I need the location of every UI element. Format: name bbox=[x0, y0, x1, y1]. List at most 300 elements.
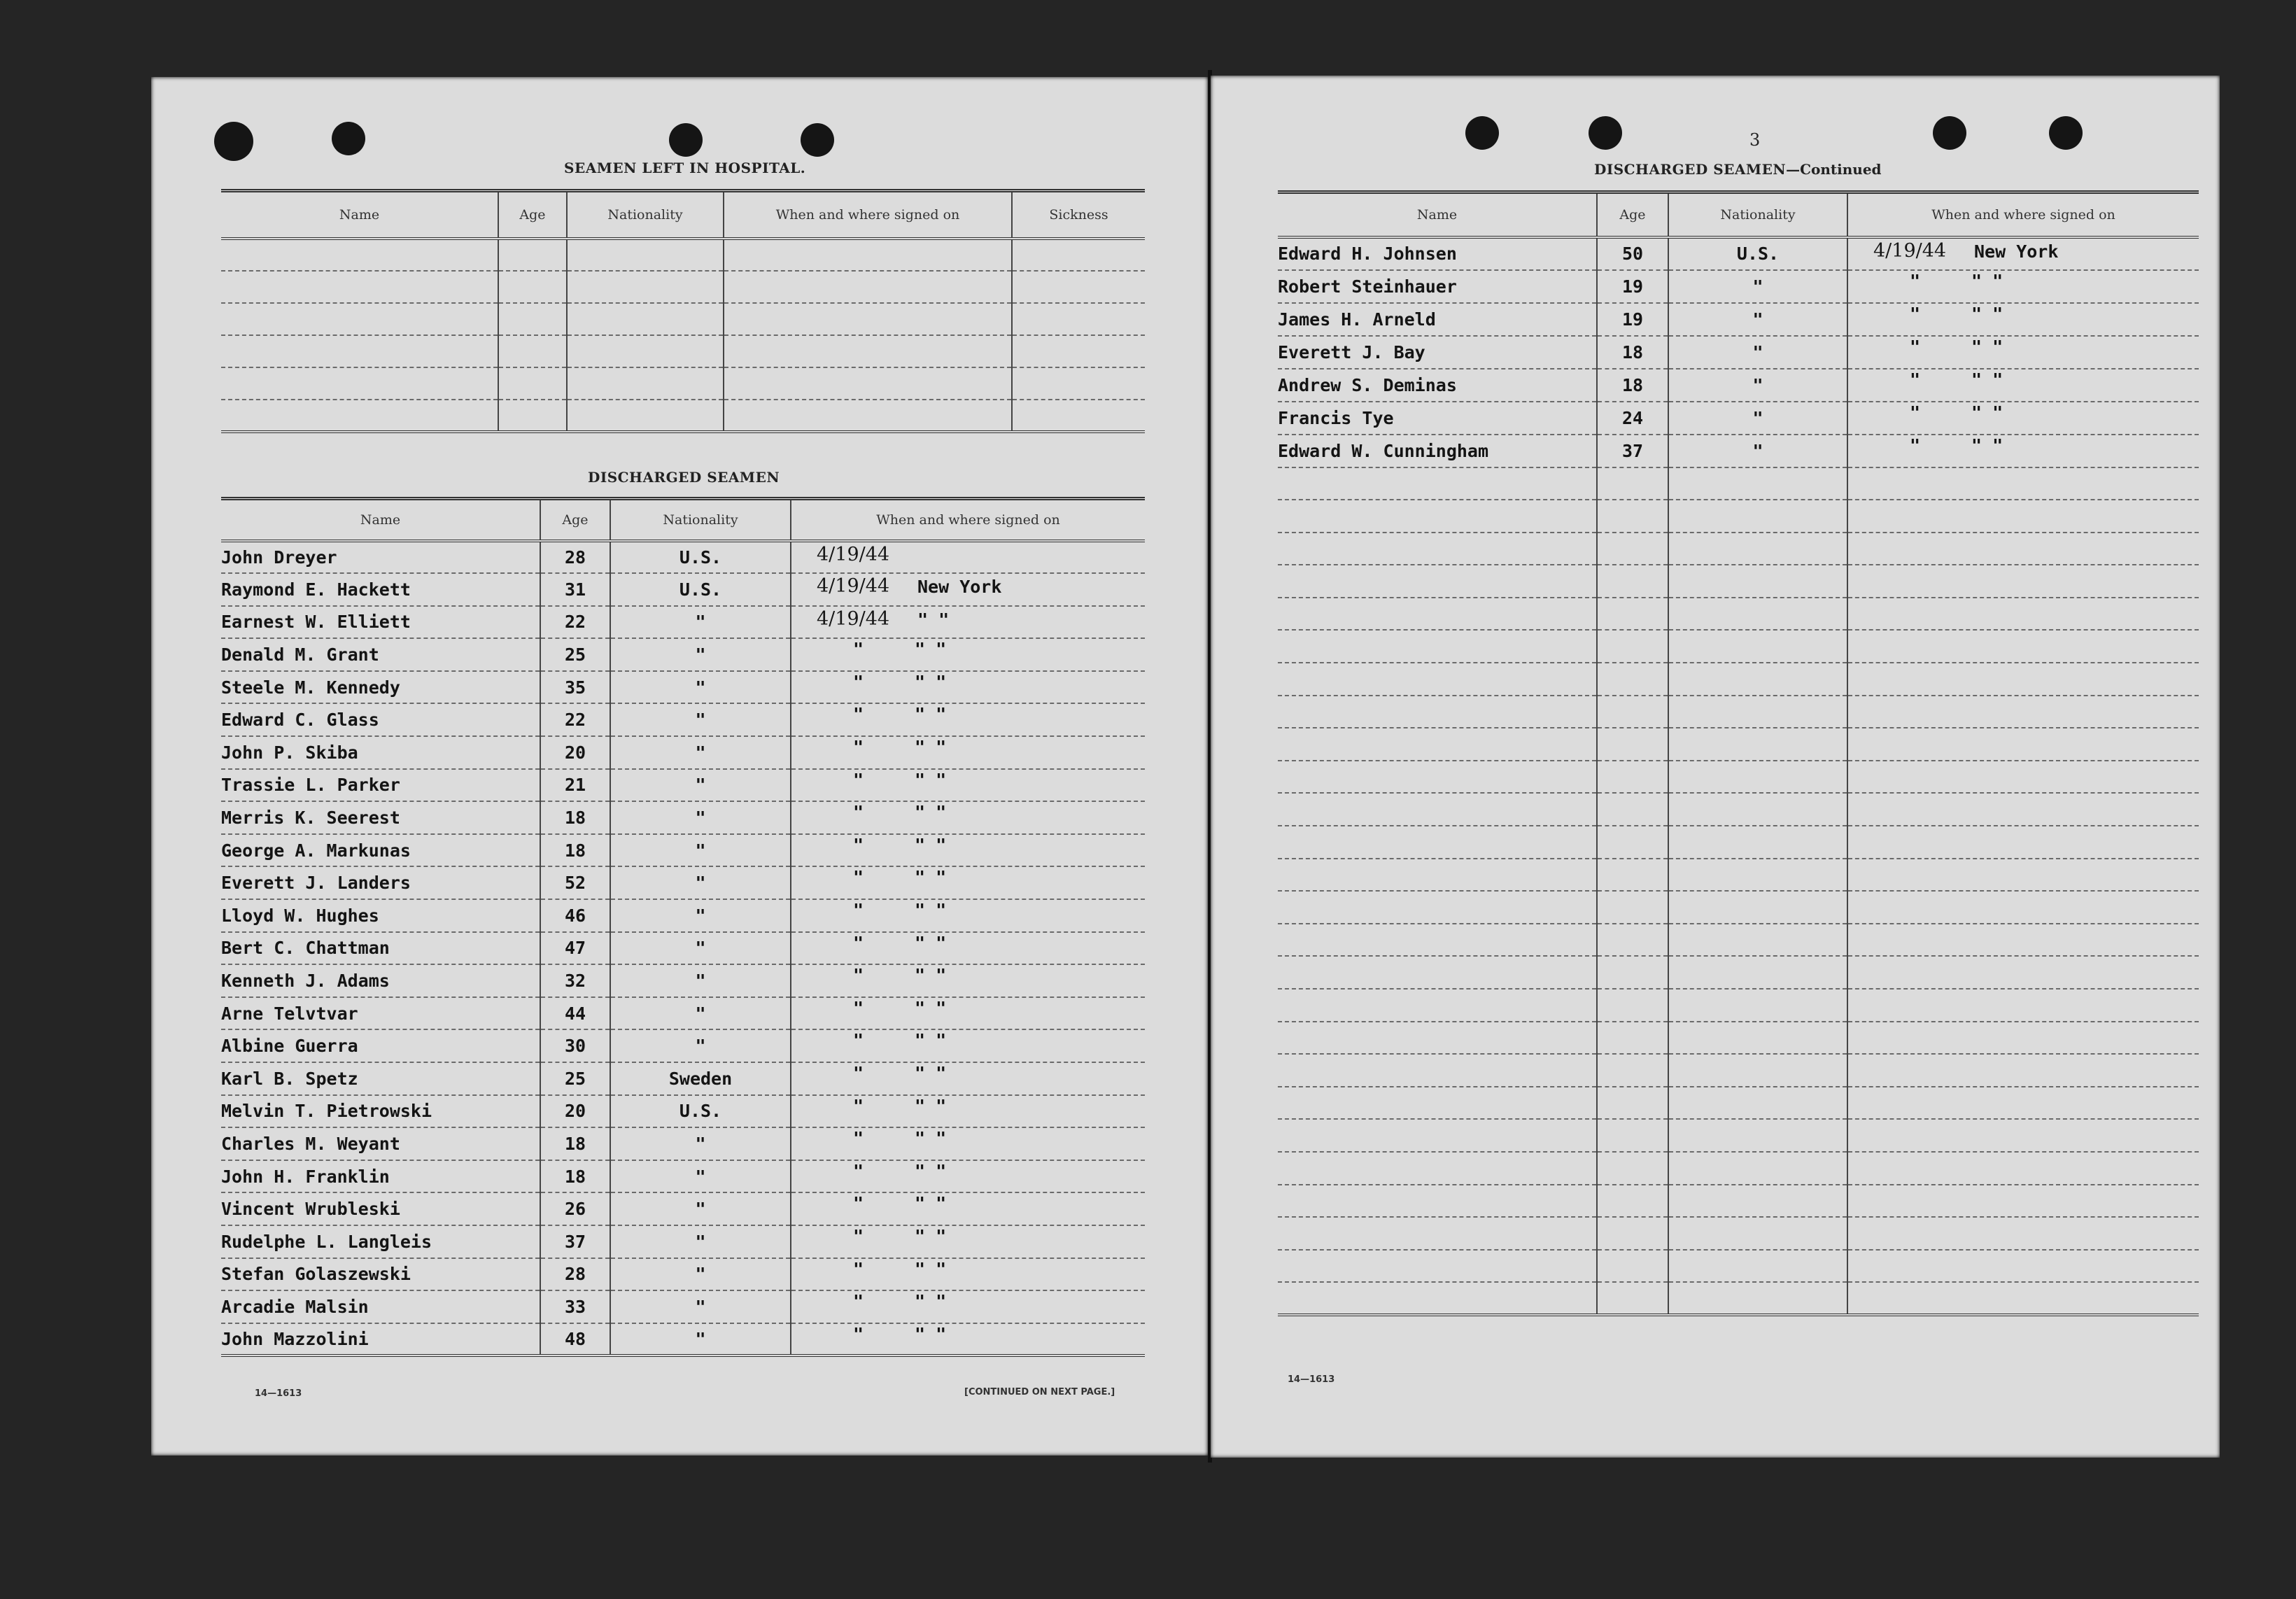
blank-cell bbox=[1668, 1022, 1847, 1055]
blank-cell bbox=[498, 303, 567, 335]
column-header-signed-on: When and where signed on bbox=[724, 191, 1012, 239]
signed-on-place: " " bbox=[915, 704, 947, 725]
seaman-nationality: " bbox=[1668, 270, 1847, 303]
seaman-nationality: " bbox=[610, 703, 791, 736]
blank-row bbox=[1278, 467, 2199, 500]
blank-cell bbox=[1668, 1152, 1847, 1185]
blank-cell bbox=[1278, 467, 1597, 500]
blank-row bbox=[1278, 1217, 2199, 1250]
column-header-name: Name bbox=[1278, 192, 1597, 237]
signed-on-place: " " bbox=[915, 1291, 947, 1312]
signed-on-place: " " bbox=[915, 965, 947, 986]
seaman-nationality: U.S. bbox=[1668, 237, 1847, 270]
signed-on-cell bbox=[1847, 369, 2199, 402]
signed-on-cell bbox=[791, 703, 1145, 736]
blank-cell bbox=[1847, 924, 2199, 957]
table-row bbox=[221, 703, 1145, 736]
seaman-age: 18 bbox=[540, 1160, 610, 1193]
blank-cell bbox=[1668, 1185, 1847, 1218]
seaman-name: James H. Arneld bbox=[1278, 303, 1597, 336]
seaman-nationality: " bbox=[1668, 435, 1847, 467]
signed-on-cell bbox=[1847, 402, 2199, 435]
seaman-name: John H. Franklin bbox=[221, 1160, 540, 1193]
blank-cell bbox=[1597, 761, 1668, 794]
seaman-age: 46 bbox=[540, 899, 610, 932]
table-row bbox=[221, 1225, 1145, 1258]
seaman-name: Earnest W. Elliett bbox=[221, 606, 540, 639]
blank-cell bbox=[567, 335, 724, 367]
punch-hole bbox=[669, 123, 703, 157]
signed-on-cell bbox=[791, 1062, 1145, 1095]
blank-row bbox=[221, 400, 1145, 432]
seaman-nationality: " bbox=[610, 997, 791, 1030]
blank-row bbox=[1278, 500, 2199, 533]
table-row bbox=[221, 736, 1145, 769]
signed-on-place: " " bbox=[915, 900, 947, 921]
blank-cell bbox=[1278, 1054, 1597, 1087]
seaman-nationality: " bbox=[610, 1160, 791, 1193]
blank-cell bbox=[498, 239, 567, 271]
seaman-nationality: " bbox=[610, 1192, 791, 1225]
seaman-nationality: " bbox=[610, 834, 791, 867]
table-row bbox=[221, 1160, 1145, 1193]
signed-on-place: " " bbox=[915, 671, 947, 692]
blank-cell bbox=[1668, 533, 1847, 565]
column-header-age: Age bbox=[540, 499, 610, 541]
blank-cell bbox=[1668, 728, 1847, 761]
signed-on-cell bbox=[791, 671, 1145, 704]
seaman-name: Albine Guerra bbox=[221, 1029, 540, 1062]
blank-cell bbox=[221, 303, 498, 335]
seaman-name: John Dreyer bbox=[221, 541, 540, 574]
blank-cell bbox=[1012, 271, 1145, 303]
signed-on-date: " bbox=[853, 1258, 864, 1279]
table-row bbox=[221, 834, 1145, 867]
discharged-table bbox=[221, 497, 1145, 1357]
blank-cell bbox=[1847, 1152, 2199, 1185]
punch-hole bbox=[2049, 116, 2083, 150]
blank-cell bbox=[1278, 989, 1597, 1022]
blank-cell bbox=[498, 367, 567, 400]
seaman-nationality: " bbox=[610, 932, 791, 965]
seaman-name: John Mazzolini bbox=[221, 1323, 540, 1356]
table-row bbox=[221, 997, 1145, 1030]
blank-row bbox=[221, 303, 1145, 335]
seaman-name: Karl B. Spetz bbox=[221, 1062, 540, 1095]
table-row bbox=[221, 899, 1145, 932]
blank-cell bbox=[1847, 1282, 2199, 1315]
seaman-nationality: " bbox=[1668, 369, 1847, 402]
blank-cell bbox=[1847, 1250, 2199, 1283]
blank-cell bbox=[724, 335, 1012, 367]
continued-section-title-text: DISCHARGED SEAMEN bbox=[1594, 161, 1787, 178]
table-row bbox=[221, 1290, 1145, 1323]
blank-cell bbox=[1278, 533, 1597, 565]
seaman-name: Edward C. Glass bbox=[221, 703, 540, 736]
blank-cell bbox=[1012, 367, 1145, 400]
signed-on-cell bbox=[1847, 435, 2199, 467]
blank-cell bbox=[1847, 1022, 2199, 1055]
blank-row bbox=[221, 367, 1145, 400]
column-header-nationality: Nationality bbox=[610, 499, 791, 541]
seaman-name: Denald M. Grant bbox=[221, 638, 540, 671]
discharged-section-title: DISCHARGED SEAMEN bbox=[588, 469, 780, 486]
blank-cell bbox=[1668, 1282, 1847, 1315]
blank-cell bbox=[1278, 1152, 1597, 1185]
signed-on-date: " bbox=[1910, 303, 1921, 324]
blank-row bbox=[1278, 793, 2199, 826]
blank-cell bbox=[1847, 598, 2199, 631]
seaman-age: 21 bbox=[540, 769, 610, 802]
blank-cell bbox=[498, 400, 567, 432]
signed-on-date: " bbox=[853, 1291, 864, 1312]
punch-hole bbox=[801, 123, 834, 157]
blank-row bbox=[1278, 598, 2199, 631]
left-page bbox=[151, 77, 1208, 1456]
continued-note: [CONTINUED ON NEXT PAGE.] bbox=[964, 1387, 1115, 1397]
blank-cell bbox=[1012, 239, 1145, 271]
blank-cell bbox=[1597, 793, 1668, 826]
signed-on-place: " " bbox=[915, 802, 947, 823]
signed-on-cell bbox=[791, 997, 1145, 1030]
signed-on-cell bbox=[791, 801, 1145, 834]
signed-on-place: " " bbox=[1971, 270, 2003, 291]
seaman-age: 26 bbox=[540, 1192, 610, 1225]
blank-cell bbox=[1847, 467, 2199, 500]
seaman-nationality: " bbox=[610, 1323, 791, 1356]
blank-cell bbox=[724, 239, 1012, 271]
signed-on-place: " " bbox=[915, 1323, 947, 1344]
blank-cell bbox=[1597, 924, 1668, 957]
seaman-nationality: " bbox=[610, 964, 791, 997]
blank-row bbox=[1278, 1054, 2199, 1087]
blank-cell bbox=[221, 239, 498, 271]
seaman-name: Vincent Wrubleski bbox=[221, 1192, 540, 1225]
signed-on-date: " bbox=[853, 1030, 864, 1051]
blank-row bbox=[221, 335, 1145, 367]
signed-on-cell bbox=[1847, 303, 2199, 336]
blank-cell bbox=[1847, 956, 2199, 989]
seaman-nationality: " bbox=[610, 1258, 791, 1291]
seaman-name: Everett J. Bay bbox=[1278, 336, 1597, 369]
seaman-age: 44 bbox=[540, 997, 610, 1030]
signed-on-cell bbox=[791, 932, 1145, 965]
blank-cell bbox=[1597, 1185, 1668, 1218]
seaman-age: 28 bbox=[540, 541, 610, 574]
seaman-name: Robert Steinhauer bbox=[1278, 270, 1597, 303]
signed-on-cell bbox=[791, 1095, 1145, 1128]
blank-row bbox=[1278, 1185, 2199, 1218]
column-header-signed-on: When and where signed on bbox=[1847, 192, 2199, 237]
blank-cell bbox=[1597, 1022, 1668, 1055]
blank-cell bbox=[1668, 500, 1847, 533]
blank-cell bbox=[1668, 630, 1847, 663]
blank-row bbox=[1278, 1087, 2199, 1120]
seaman-name: Rudelphe L. Langleis bbox=[221, 1225, 540, 1258]
discharged-header-row bbox=[221, 499, 1145, 541]
signed-on-cell bbox=[791, 834, 1145, 867]
blank-cell bbox=[1597, 1087, 1668, 1120]
blank-cell bbox=[1668, 696, 1847, 728]
signed-on-date: 4/19/44 bbox=[817, 575, 890, 598]
seaman-age: 28 bbox=[540, 1258, 610, 1291]
blank-cell bbox=[1847, 1054, 2199, 1087]
signed-on-cell bbox=[791, 1160, 1145, 1193]
blank-cell bbox=[1847, 859, 2199, 892]
blank-cell bbox=[1847, 533, 2199, 565]
blank-row bbox=[221, 239, 1145, 271]
seaman-name: John P. Skiba bbox=[221, 736, 540, 769]
blank-cell bbox=[1668, 565, 1847, 598]
blank-row bbox=[1278, 1250, 2199, 1283]
blank-row bbox=[221, 271, 1145, 303]
table-row bbox=[1278, 303, 2199, 336]
seaman-nationality: U.S. bbox=[610, 573, 791, 606]
seaman-age: 19 bbox=[1597, 303, 1668, 336]
seaman-nationality: " bbox=[610, 899, 791, 932]
blank-cell bbox=[1278, 565, 1597, 598]
signed-on-date: " bbox=[853, 834, 864, 855]
signed-on-place: " " bbox=[917, 609, 950, 630]
signed-on-place: " " bbox=[915, 737, 947, 758]
signed-on-cell bbox=[791, 573, 1145, 606]
seaman-name: George A. Markunas bbox=[221, 834, 540, 867]
seaman-nationality: U.S. bbox=[610, 1095, 791, 1128]
blank-row bbox=[1278, 826, 2199, 859]
seaman-name: Raymond E. Hackett bbox=[221, 573, 540, 606]
blank-cell bbox=[1278, 630, 1597, 663]
blank-cell bbox=[1278, 598, 1597, 631]
blank-cell bbox=[1597, 500, 1668, 533]
signed-on-cell bbox=[791, 899, 1145, 932]
table-row bbox=[1278, 237, 2199, 270]
column-header-nationality: Nationality bbox=[567, 191, 724, 239]
blank-cell bbox=[1668, 598, 1847, 631]
signed-on-cell bbox=[791, 1323, 1145, 1356]
blank-cell bbox=[1597, 728, 1668, 761]
blank-cell bbox=[567, 239, 724, 271]
seaman-age: 18 bbox=[540, 1127, 610, 1160]
blank-row bbox=[1278, 1152, 2199, 1185]
signed-on-cell bbox=[791, 964, 1145, 997]
blank-row bbox=[1278, 956, 2199, 989]
signed-on-place: " " bbox=[915, 867, 947, 888]
blank-cell bbox=[1597, 630, 1668, 663]
blank-row bbox=[1278, 1119, 2199, 1152]
blank-cell bbox=[1597, 1152, 1668, 1185]
signed-on-cell bbox=[791, 1290, 1145, 1323]
table-row bbox=[1278, 402, 2199, 435]
blank-cell bbox=[1597, 565, 1668, 598]
table-row bbox=[1278, 270, 2199, 303]
signed-on-date: " bbox=[853, 1323, 864, 1344]
seaman-nationality: " bbox=[610, 801, 791, 834]
blank-cell bbox=[1597, 533, 1668, 565]
blank-cell bbox=[1847, 1217, 2199, 1250]
signed-on-date: " bbox=[853, 769, 864, 790]
signed-on-date: 4/19/44 bbox=[817, 607, 890, 630]
seaman-name: Francis Tye bbox=[1278, 402, 1597, 435]
signed-on-date: " bbox=[853, 737, 864, 758]
signed-on-date: 4/19/44 bbox=[1873, 239, 1947, 262]
signed-on-date: " bbox=[1910, 369, 1921, 390]
blank-cell bbox=[1847, 728, 2199, 761]
table-row bbox=[1278, 435, 2199, 467]
signed-on-place: New York bbox=[1974, 241, 2059, 262]
blank-row bbox=[1278, 728, 2199, 761]
table-row bbox=[221, 1258, 1145, 1291]
blank-cell bbox=[1668, 859, 1847, 892]
signed-on-cell bbox=[791, 638, 1145, 671]
blank-row bbox=[1278, 565, 2199, 598]
blank-cell bbox=[1847, 500, 2199, 533]
seaman-nationality: " bbox=[1668, 303, 1847, 336]
signed-on-date: " bbox=[853, 639, 864, 660]
blank-cell bbox=[1668, 826, 1847, 859]
blank-cell bbox=[1668, 761, 1847, 794]
blank-cell bbox=[1847, 1185, 2199, 1218]
table-row bbox=[221, 1192, 1145, 1225]
blank-cell bbox=[1668, 663, 1847, 696]
seaman-nationality: Sweden bbox=[610, 1062, 791, 1095]
blank-cell bbox=[724, 303, 1012, 335]
blank-cell bbox=[1668, 793, 1847, 826]
blank-cell bbox=[498, 335, 567, 367]
seaman-name: Bert C. Chattman bbox=[221, 932, 540, 965]
signed-on-date: " bbox=[853, 1160, 864, 1181]
seaman-age: 37 bbox=[1597, 435, 1668, 467]
blank-cell bbox=[1597, 467, 1668, 500]
seaman-age: 18 bbox=[540, 834, 610, 867]
signed-on-place: " " bbox=[915, 834, 947, 855]
blank-cell bbox=[1278, 696, 1597, 728]
signed-on-date: " bbox=[1910, 270, 1921, 291]
seaman-nationality: " bbox=[1668, 336, 1847, 369]
signed-on-date: " bbox=[1910, 336, 1921, 357]
signed-on-cell bbox=[1847, 270, 2199, 303]
seaman-name: Trassie L. Parker bbox=[221, 769, 540, 802]
signed-on-place: " " bbox=[1971, 369, 2003, 390]
blank-cell bbox=[1597, 956, 1668, 989]
blank-cell bbox=[1597, 891, 1668, 924]
table-row bbox=[221, 801, 1145, 834]
blank-cell bbox=[1668, 1250, 1847, 1283]
blank-cell bbox=[1012, 335, 1145, 367]
blank-cell bbox=[567, 400, 724, 432]
seaman-age: 18 bbox=[1597, 336, 1668, 369]
seaman-age: 52 bbox=[540, 866, 610, 899]
blank-cell bbox=[1278, 1087, 1597, 1120]
signed-on-cell bbox=[791, 736, 1145, 769]
signed-on-place: " " bbox=[915, 1063, 947, 1083]
blank-cell bbox=[1278, 1119, 1597, 1152]
blank-cell bbox=[567, 271, 724, 303]
signed-on-cell bbox=[791, 866, 1145, 899]
table-row bbox=[221, 1095, 1145, 1128]
blank-cell bbox=[1278, 500, 1597, 533]
signed-on-date: " bbox=[853, 932, 864, 953]
signed-on-date: 4/19/44 bbox=[817, 543, 890, 565]
punch-hole bbox=[1465, 116, 1499, 150]
seaman-name: Lloyd W. Hughes bbox=[221, 899, 540, 932]
seaman-age: 18 bbox=[540, 801, 610, 834]
seaman-name: Melvin T. Pietrowski bbox=[221, 1095, 540, 1128]
signed-on-date: " bbox=[853, 997, 864, 1018]
signed-on-cell bbox=[791, 1225, 1145, 1258]
seaman-age: 18 bbox=[1597, 369, 1668, 402]
seaman-name: Charles M. Weyant bbox=[221, 1127, 540, 1160]
blank-cell bbox=[567, 303, 724, 335]
blank-cell bbox=[1847, 891, 2199, 924]
seaman-age: 30 bbox=[540, 1029, 610, 1062]
blank-cell bbox=[1597, 826, 1668, 859]
blank-cell bbox=[1278, 924, 1597, 957]
seaman-age: 19 bbox=[1597, 270, 1668, 303]
blank-cell bbox=[1668, 956, 1847, 989]
signed-on-place: " " bbox=[915, 1160, 947, 1181]
blank-row bbox=[1278, 663, 2199, 696]
blank-cell bbox=[567, 367, 724, 400]
signed-on-place: " " bbox=[915, 1193, 947, 1214]
table-row bbox=[221, 866, 1145, 899]
signed-on-date: " bbox=[853, 1128, 864, 1149]
signed-on-cell bbox=[791, 1127, 1145, 1160]
blank-cell bbox=[1847, 663, 2199, 696]
seaman-age: 33 bbox=[540, 1290, 610, 1323]
table-row bbox=[221, 573, 1145, 606]
blank-cell bbox=[1668, 924, 1847, 957]
seaman-age: 25 bbox=[540, 1062, 610, 1095]
signed-on-place: " " bbox=[915, 1258, 947, 1279]
seaman-nationality: " bbox=[610, 1290, 791, 1323]
table-row bbox=[1278, 336, 2199, 369]
seaman-name: Stefan Golaszewski bbox=[221, 1258, 540, 1291]
blank-cell bbox=[1847, 565, 2199, 598]
signed-on-date: " bbox=[853, 1225, 864, 1246]
blank-cell bbox=[1278, 826, 1597, 859]
blank-cell bbox=[1668, 1217, 1847, 1250]
signed-on-date: " bbox=[853, 867, 864, 888]
seaman-nationality: " bbox=[610, 736, 791, 769]
seaman-nationality: " bbox=[610, 1225, 791, 1258]
signed-on-place: " " bbox=[915, 932, 947, 953]
blank-cell bbox=[1597, 1282, 1668, 1315]
seaman-age: 20 bbox=[540, 1095, 610, 1128]
table-row bbox=[221, 769, 1145, 802]
seaman-age: 48 bbox=[540, 1323, 610, 1356]
seaman-age: 20 bbox=[540, 736, 610, 769]
blank-cell bbox=[1597, 859, 1668, 892]
seaman-age: 37 bbox=[540, 1225, 610, 1258]
seaman-nationality: " bbox=[610, 671, 791, 704]
seaman-nationality: " bbox=[610, 638, 791, 671]
blank-cell bbox=[1668, 989, 1847, 1022]
seaman-age: 35 bbox=[540, 671, 610, 704]
blank-row bbox=[1278, 1282, 2199, 1315]
signed-on-place: " " bbox=[915, 1030, 947, 1051]
blank-cell bbox=[1847, 989, 2199, 1022]
blank-cell bbox=[1278, 793, 1597, 826]
seaman-nationality: U.S. bbox=[610, 541, 791, 574]
blank-cell bbox=[1597, 1054, 1668, 1087]
signed-on-date: " bbox=[853, 1193, 864, 1214]
seaman-name: Steele M. Kennedy bbox=[221, 671, 540, 704]
signed-on-cell bbox=[791, 1258, 1145, 1291]
seaman-name: Everett J. Landers bbox=[221, 866, 540, 899]
blank-cell bbox=[724, 271, 1012, 303]
blank-row bbox=[1278, 989, 2199, 1022]
column-header-age: Age bbox=[1597, 192, 1668, 237]
